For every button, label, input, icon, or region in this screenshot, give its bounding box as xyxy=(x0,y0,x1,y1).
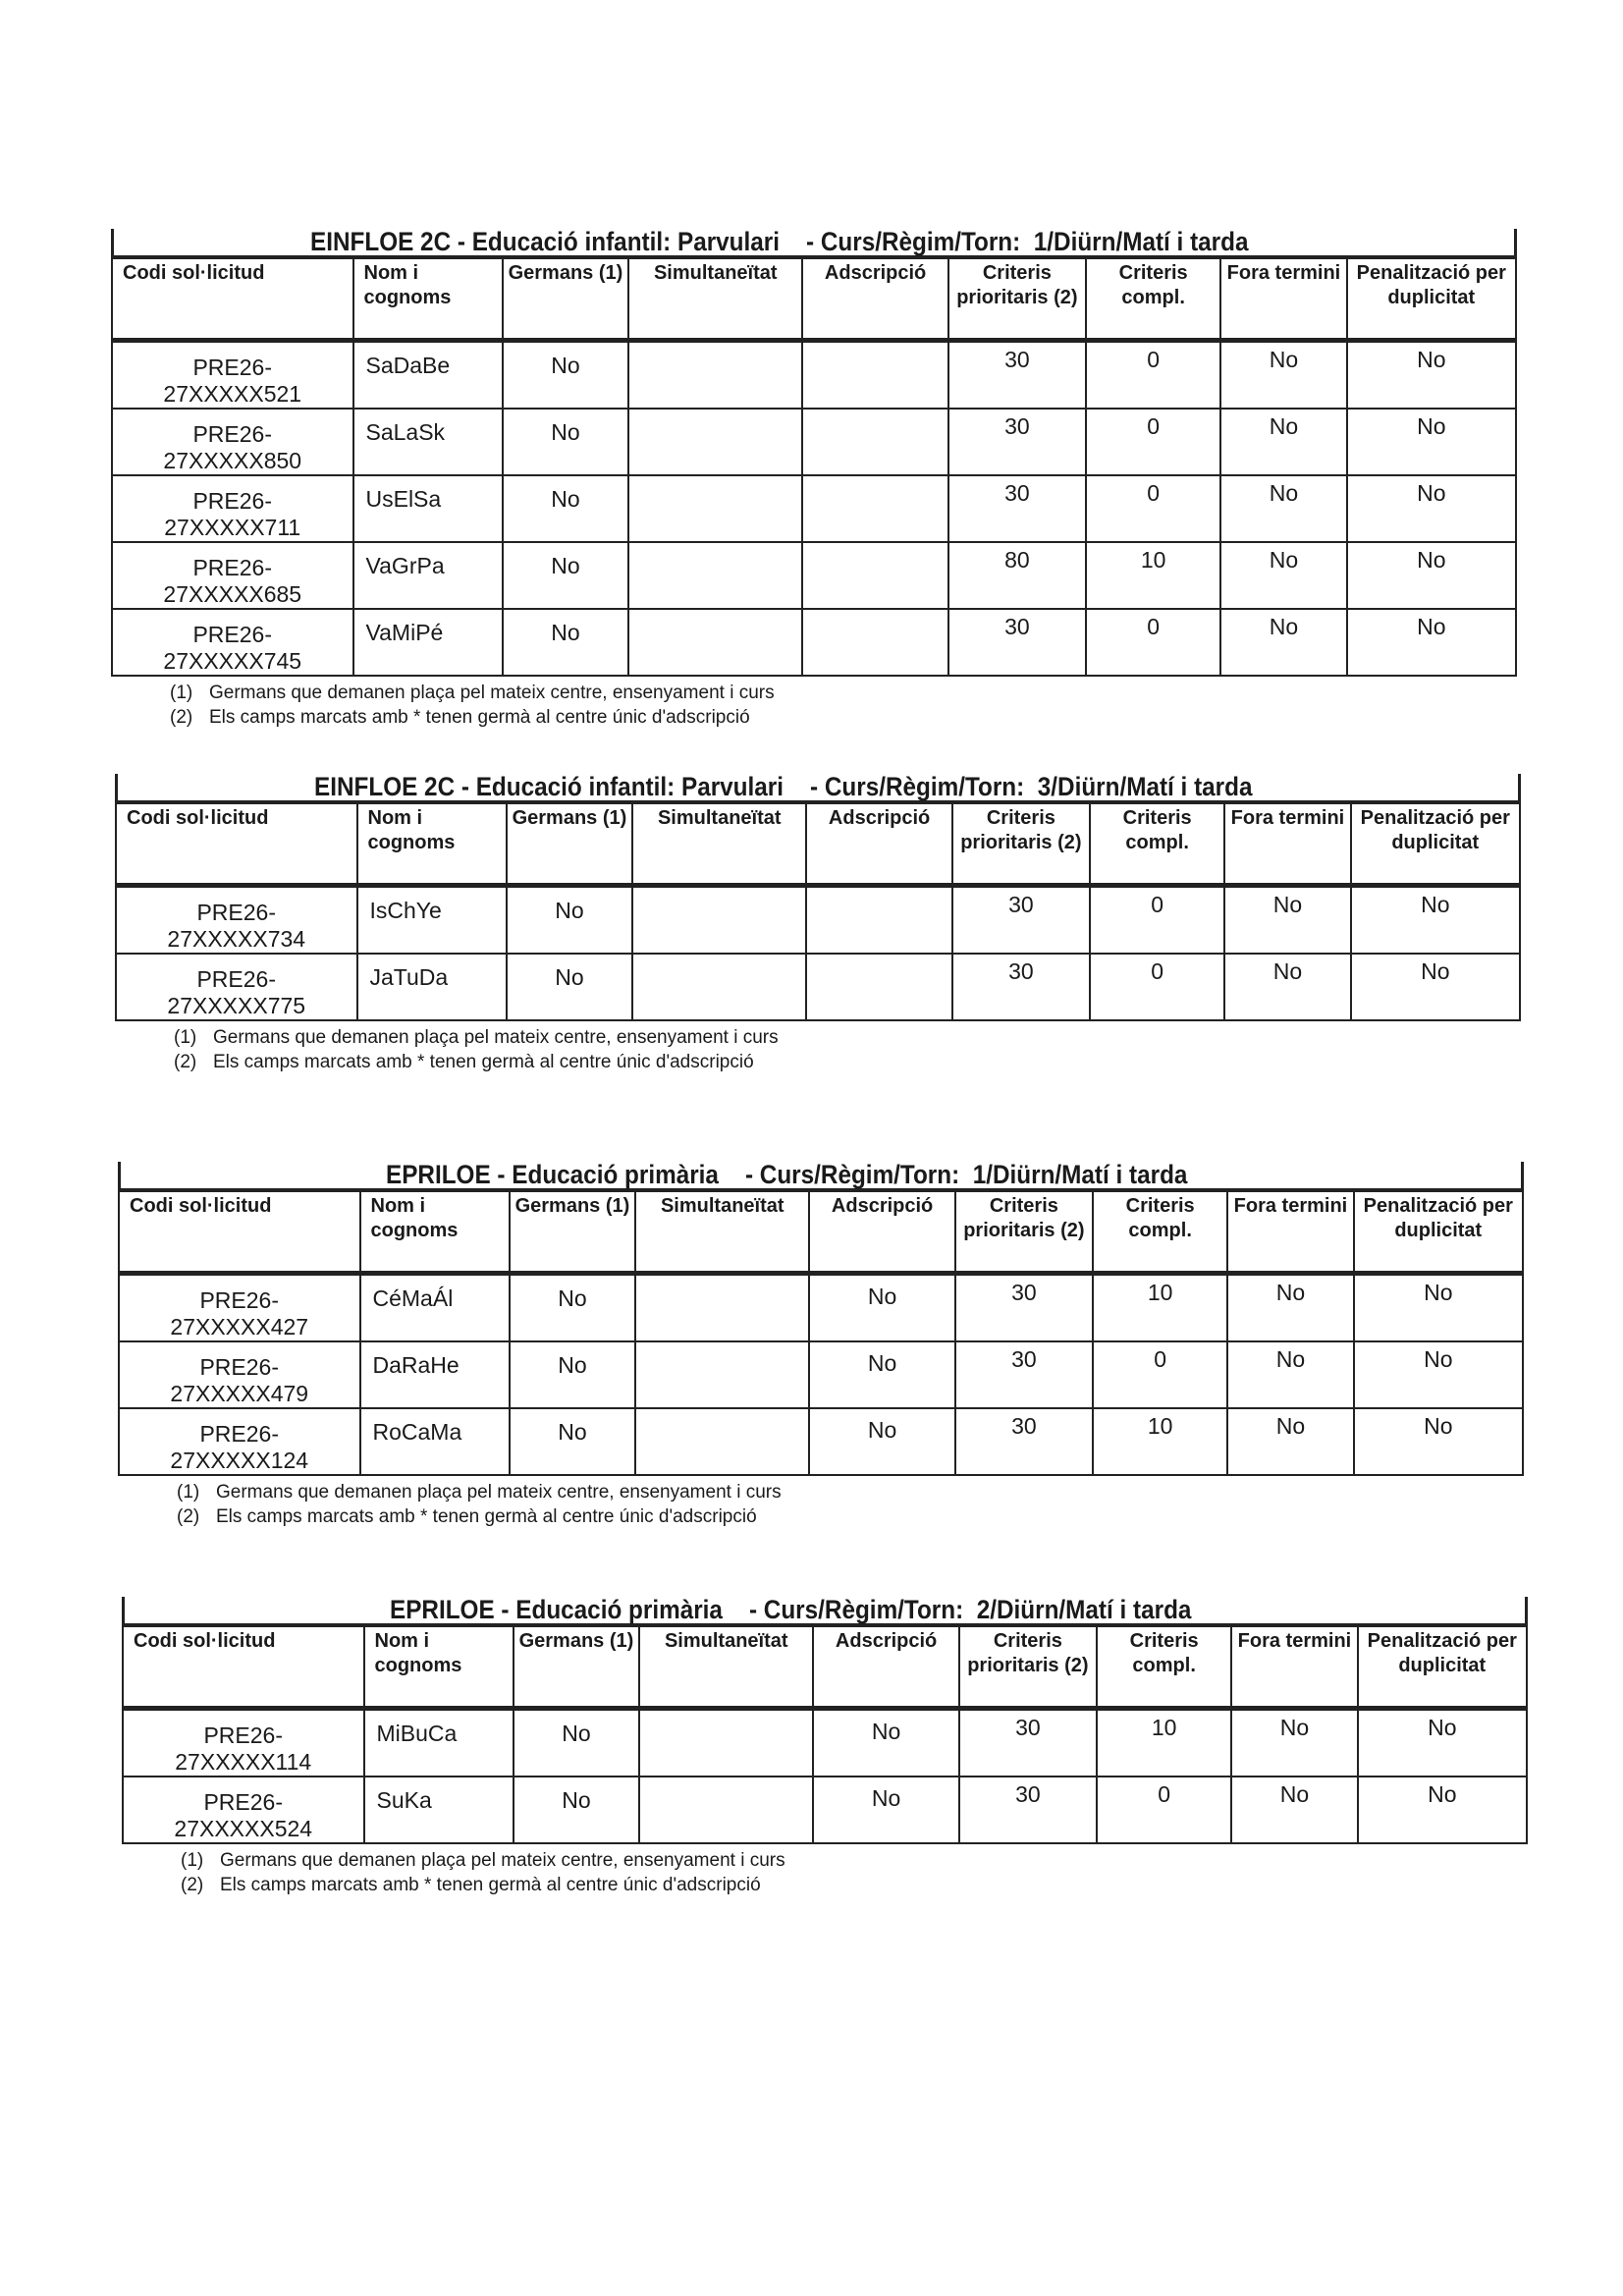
column-header-criteris-prioritaris: Criteris prioritaris (2) xyxy=(952,802,1090,886)
title-row xyxy=(115,774,1521,800)
cell-codi: PRE26- 27XXXXX850 xyxy=(112,409,353,475)
data-table xyxy=(115,800,1521,1021)
column-header-criteris-compl: Criteris compl. xyxy=(1090,802,1224,886)
cell-codi: PRE26- 27XXXXX427 xyxy=(119,1274,360,1342)
column-header-germans: Germans (1) xyxy=(507,802,632,886)
cell-penalitzacio: No xyxy=(1358,1709,1527,1777)
table-header xyxy=(116,802,1520,886)
cell-simultaneitat xyxy=(639,1777,813,1843)
cell-criteris-prioritaris: 30 xyxy=(955,1408,1093,1475)
footnote xyxy=(177,1480,1524,1504)
title-row xyxy=(111,229,1517,255)
table-row xyxy=(112,475,1516,542)
cell-criteris-compl: 10 xyxy=(1093,1274,1227,1342)
table-row xyxy=(112,542,1516,609)
footnote xyxy=(174,1025,1521,1050)
column-header-fora-termini: Fora termini xyxy=(1224,802,1350,886)
cell-nom: JaTuDa xyxy=(357,954,507,1020)
cell-codi: PRE26- 27XXXXX775 xyxy=(116,954,357,1020)
footnote-number: (1) xyxy=(174,1027,197,1048)
column-header-adscripcio: Adscripció xyxy=(813,1625,958,1709)
data-table xyxy=(111,255,1517,677)
table-title: EINFLOE 2C - Educació infantil: Parvulari - Curs/Règim/Torn: 1/Diürn/Matí i tarda xyxy=(310,227,1249,256)
footnote-number: (1) xyxy=(177,1482,200,1503)
cell-adscripcio: No xyxy=(813,1709,958,1777)
cell-penalitzacio: No xyxy=(1354,1341,1523,1408)
cell-nom: SaDaBe xyxy=(353,341,503,410)
cell-nom: SuKa xyxy=(364,1777,514,1843)
cell-penalitzacio: No xyxy=(1354,1408,1523,1475)
cell-simultaneitat xyxy=(632,886,806,955)
cell-codi: PRE26- 27XXXXX745 xyxy=(112,609,353,676)
cell-fora-termini: No xyxy=(1224,954,1350,1020)
cell-simultaneitat xyxy=(628,341,802,410)
cell-criteris-prioritaris: 80 xyxy=(948,542,1086,609)
cell-simultaneitat xyxy=(628,475,802,542)
cell-nom: DaRaHe xyxy=(360,1341,510,1408)
column-header-criteris-compl: Criteris compl. xyxy=(1086,257,1220,341)
cell-criteris-compl: 10 xyxy=(1093,1408,1227,1475)
column-header-codi: Codi sol·licitud xyxy=(112,257,353,341)
footnotes xyxy=(174,1025,1521,1074)
cell-adscripcio: No xyxy=(809,1408,954,1475)
footnote-number: (2) xyxy=(174,1052,197,1072)
cell-nom: IsChYe xyxy=(357,886,507,955)
column-header-simultaneitat: Simultaneïtat xyxy=(628,257,802,341)
cell-adscripcio xyxy=(802,475,947,542)
footnotes xyxy=(181,1848,1528,1897)
cell-criteris-prioritaris: 30 xyxy=(955,1341,1093,1408)
cell-adscripcio xyxy=(802,341,947,410)
table-row xyxy=(116,954,1520,1020)
title-row xyxy=(118,1162,1524,1188)
table-body xyxy=(116,886,1520,1021)
footnote-number: (2) xyxy=(181,1875,204,1895)
column-header-codi: Codi sol·licitud xyxy=(116,802,357,886)
cell-germans: No xyxy=(510,1341,635,1408)
cell-adscripcio xyxy=(802,409,947,475)
cell-adscripcio: No xyxy=(809,1274,954,1342)
table-title: EPRILOE - Educació primària - Curs/Règim/Torn: 2/Diürn/Matí i tarda xyxy=(390,1595,1192,1624)
column-header-adscripcio: Adscripció xyxy=(806,802,951,886)
table-row xyxy=(112,409,1516,475)
cell-penalitzacio: No xyxy=(1358,1777,1527,1843)
data-table xyxy=(122,1623,1528,1844)
table-block-3 xyxy=(118,1162,1524,1529)
footnote xyxy=(177,1504,1524,1529)
cell-germans: No xyxy=(510,1408,635,1475)
footnotes xyxy=(177,1480,1524,1529)
cell-codi: PRE26- 27XXXXX479 xyxy=(119,1341,360,1408)
cell-penalitzacio: No xyxy=(1347,542,1516,609)
cell-criteris-compl: 0 xyxy=(1086,409,1220,475)
column-header-germans: Germans (1) xyxy=(503,257,628,341)
cell-germans: No xyxy=(507,886,632,955)
table-row xyxy=(116,886,1520,955)
table-body xyxy=(123,1709,1527,1844)
table-row xyxy=(123,1777,1527,1843)
cell-criteris-prioritaris: 30 xyxy=(952,886,1090,955)
cell-nom: VaGrPa xyxy=(353,542,503,609)
table-header xyxy=(123,1625,1527,1709)
cell-adscripcio xyxy=(802,542,947,609)
cell-adscripcio xyxy=(802,609,947,676)
footnote-text: Germans que demanen plaça pel mateix centre, ensenyament i curs xyxy=(209,683,775,703)
cell-codi: PRE26- 27XXXXX685 xyxy=(112,542,353,609)
cell-codi: PRE26- 27XXXXX521 xyxy=(112,341,353,410)
footnote-number: (1) xyxy=(170,683,193,703)
cell-criteris-prioritaris: 30 xyxy=(948,609,1086,676)
footnote-text: Els camps marcats amb * tenen germà al centre únic d'adscripció xyxy=(216,1506,757,1527)
cell-adscripcio xyxy=(806,886,951,955)
column-header-adscripcio: Adscripció xyxy=(809,1190,954,1274)
cell-germans: No xyxy=(503,609,628,676)
cell-fora-termini: No xyxy=(1220,475,1346,542)
cell-fora-termini: No xyxy=(1231,1709,1357,1777)
cell-germans: No xyxy=(510,1274,635,1342)
column-header-germans: Germans (1) xyxy=(514,1625,639,1709)
table-body xyxy=(112,341,1516,677)
column-header-criteris-compl: Criteris compl. xyxy=(1097,1625,1231,1709)
data-table xyxy=(118,1188,1524,1476)
table-row xyxy=(112,341,1516,410)
footnotes xyxy=(170,681,1517,730)
table-title: EINFLOE 2C - Educació infantil: Parvulari - Curs/Règim/Torn: 3/Diürn/Matí i tarda xyxy=(314,772,1253,801)
cell-germans: No xyxy=(514,1709,639,1777)
table-header xyxy=(112,257,1516,341)
cell-germans: No xyxy=(514,1777,639,1843)
cell-criteris-prioritaris: 30 xyxy=(959,1777,1097,1843)
footnote-text: Germans que demanen plaça pel mateix centre, ensenyament i curs xyxy=(216,1482,782,1503)
footnote xyxy=(181,1848,1528,1873)
cell-germans: No xyxy=(503,341,628,410)
column-header-fora-termini: Fora termini xyxy=(1220,257,1346,341)
column-header-codi: Codi sol·licitud xyxy=(119,1190,360,1274)
cell-fora-termini: No xyxy=(1224,886,1350,955)
cell-criteris-compl: 0 xyxy=(1093,1341,1227,1408)
cell-criteris-compl: 0 xyxy=(1090,954,1224,1020)
cell-criteris-prioritaris: 30 xyxy=(955,1274,1093,1342)
cell-nom: UsElSa xyxy=(353,475,503,542)
column-header-germans: Germans (1) xyxy=(510,1190,635,1274)
table-row xyxy=(119,1341,1523,1408)
column-header-penalitzacio: Penalització per duplicitat xyxy=(1358,1625,1527,1709)
cell-fora-termini: No xyxy=(1231,1777,1357,1843)
cell-simultaneitat xyxy=(628,609,802,676)
cell-fora-termini: No xyxy=(1220,609,1346,676)
cell-simultaneitat xyxy=(628,542,802,609)
footnote-number: (1) xyxy=(181,1850,204,1871)
cell-penalitzacio: No xyxy=(1347,341,1516,410)
cell-criteris-compl: 0 xyxy=(1086,341,1220,410)
cell-criteris-prioritaris: 30 xyxy=(948,409,1086,475)
cell-adscripcio: No xyxy=(813,1777,958,1843)
cell-simultaneitat xyxy=(628,409,802,475)
cell-penalitzacio: No xyxy=(1354,1274,1523,1342)
cell-nom: VaMiPé xyxy=(353,609,503,676)
table-block-2 xyxy=(115,774,1521,1074)
column-header-nom: Nom i cognoms xyxy=(364,1625,514,1709)
cell-simultaneitat xyxy=(632,954,806,1020)
table-row xyxy=(123,1709,1527,1777)
column-header-penalitzacio: Penalització per duplicitat xyxy=(1354,1190,1523,1274)
cell-nom: SaLaSk xyxy=(353,409,503,475)
column-header-criteris-compl: Criteris compl. xyxy=(1093,1190,1227,1274)
footnote xyxy=(181,1873,1528,1897)
cell-fora-termini: No xyxy=(1220,409,1346,475)
footnote-number: (2) xyxy=(177,1506,200,1527)
cell-criteris-compl: 0 xyxy=(1090,886,1224,955)
header-row xyxy=(123,1625,1527,1709)
table-block-4 xyxy=(122,1597,1528,1897)
column-header-nom: Nom i cognoms xyxy=(357,802,507,886)
table-body xyxy=(119,1274,1523,1476)
cell-germans: No xyxy=(503,475,628,542)
cell-codi: PRE26- 27XXXXX524 xyxy=(123,1777,364,1843)
cell-germans: No xyxy=(503,409,628,475)
cell-adscripcio: No xyxy=(809,1341,954,1408)
cell-criteris-compl: 10 xyxy=(1086,542,1220,609)
header-row xyxy=(112,257,1516,341)
table-row xyxy=(112,609,1516,676)
header-row xyxy=(116,802,1520,886)
cell-criteris-prioritaris: 30 xyxy=(948,475,1086,542)
cell-criteris-prioritaris: 30 xyxy=(952,954,1090,1020)
cell-germans: No xyxy=(507,954,632,1020)
title-row xyxy=(122,1597,1528,1623)
cell-penalitzacio: No xyxy=(1347,409,1516,475)
column-header-criteris-prioritaris: Criteris prioritaris (2) xyxy=(959,1625,1097,1709)
column-header-fora-termini: Fora termini xyxy=(1227,1190,1353,1274)
cell-simultaneitat xyxy=(635,1274,809,1342)
cell-criteris-prioritaris: 30 xyxy=(959,1709,1097,1777)
cell-nom: CéMaÁl xyxy=(360,1274,510,1342)
table-block-1 xyxy=(111,229,1517,730)
cell-criteris-prioritaris: 30 xyxy=(948,341,1086,410)
column-header-penalitzacio: Penalització per duplicitat xyxy=(1347,257,1516,341)
table-row xyxy=(119,1408,1523,1475)
cell-fora-termini: No xyxy=(1227,1408,1353,1475)
cell-criteris-compl: 10 xyxy=(1097,1709,1231,1777)
cell-fora-termini: No xyxy=(1227,1341,1353,1408)
column-header-codi: Codi sol·licitud xyxy=(123,1625,364,1709)
cell-fora-termini: No xyxy=(1220,542,1346,609)
cell-penalitzacio: No xyxy=(1351,886,1520,955)
column-header-simultaneitat: Simultaneïtat xyxy=(632,802,806,886)
cell-fora-termini: No xyxy=(1220,341,1346,410)
footnote-text: Germans que demanen plaça pel mateix centre, ensenyament i curs xyxy=(220,1850,785,1871)
cell-fora-termini: No xyxy=(1227,1274,1353,1342)
cell-adscripcio xyxy=(806,954,951,1020)
column-header-nom: Nom i cognoms xyxy=(360,1190,510,1274)
column-header-simultaneitat: Simultaneïtat xyxy=(635,1190,809,1274)
cell-simultaneitat xyxy=(639,1709,813,1777)
column-header-criteris-prioritaris: Criteris prioritaris (2) xyxy=(955,1190,1093,1274)
footnote-text: Germans que demanen plaça pel mateix centre, ensenyament i curs xyxy=(213,1027,779,1048)
footnote-number: (2) xyxy=(170,707,193,728)
footnote xyxy=(170,705,1517,730)
cell-penalitzacio: No xyxy=(1351,954,1520,1020)
column-header-fora-termini: Fora termini xyxy=(1231,1625,1357,1709)
cell-criteris-compl: 0 xyxy=(1086,609,1220,676)
cell-penalitzacio: No xyxy=(1347,609,1516,676)
cell-codi: PRE26- 27XXXXX711 xyxy=(112,475,353,542)
cell-criteris-compl: 0 xyxy=(1097,1777,1231,1843)
header-row xyxy=(119,1190,1523,1274)
cell-germans: No xyxy=(503,542,628,609)
column-header-adscripcio: Adscripció xyxy=(802,257,947,341)
cell-simultaneitat xyxy=(635,1341,809,1408)
cell-nom: MiBuCa xyxy=(364,1709,514,1777)
column-header-penalitzacio: Penalització per duplicitat xyxy=(1351,802,1520,886)
footnote xyxy=(170,681,1517,705)
cell-codi: PRE26- 27XXXXX124 xyxy=(119,1408,360,1475)
table-row xyxy=(119,1274,1523,1342)
table-title: EPRILOE - Educació primària - Curs/Règim/Torn: 1/Diürn/Matí i tarda xyxy=(386,1160,1188,1189)
column-header-criteris-prioritaris: Criteris prioritaris (2) xyxy=(948,257,1086,341)
footnote-text: Els camps marcats amb * tenen germà al centre únic d'adscripció xyxy=(220,1875,761,1895)
cell-codi: PRE26- 27XXXXX734 xyxy=(116,886,357,955)
footnote xyxy=(174,1050,1521,1074)
cell-nom: RoCaMa xyxy=(360,1408,510,1475)
column-header-nom: Nom i cognoms xyxy=(353,257,503,341)
cell-penalitzacio: No xyxy=(1347,475,1516,542)
table-header xyxy=(119,1190,1523,1274)
cell-simultaneitat xyxy=(635,1408,809,1475)
footnote-text: Els camps marcats amb * tenen germà al centre únic d'adscripció xyxy=(213,1052,754,1072)
footnote-text: Els camps marcats amb * tenen germà al centre únic d'adscripció xyxy=(209,707,750,728)
column-header-simultaneitat: Simultaneïtat xyxy=(639,1625,813,1709)
cell-codi: PRE26- 27XXXXX114 xyxy=(123,1709,364,1777)
cell-criteris-compl: 0 xyxy=(1086,475,1220,542)
